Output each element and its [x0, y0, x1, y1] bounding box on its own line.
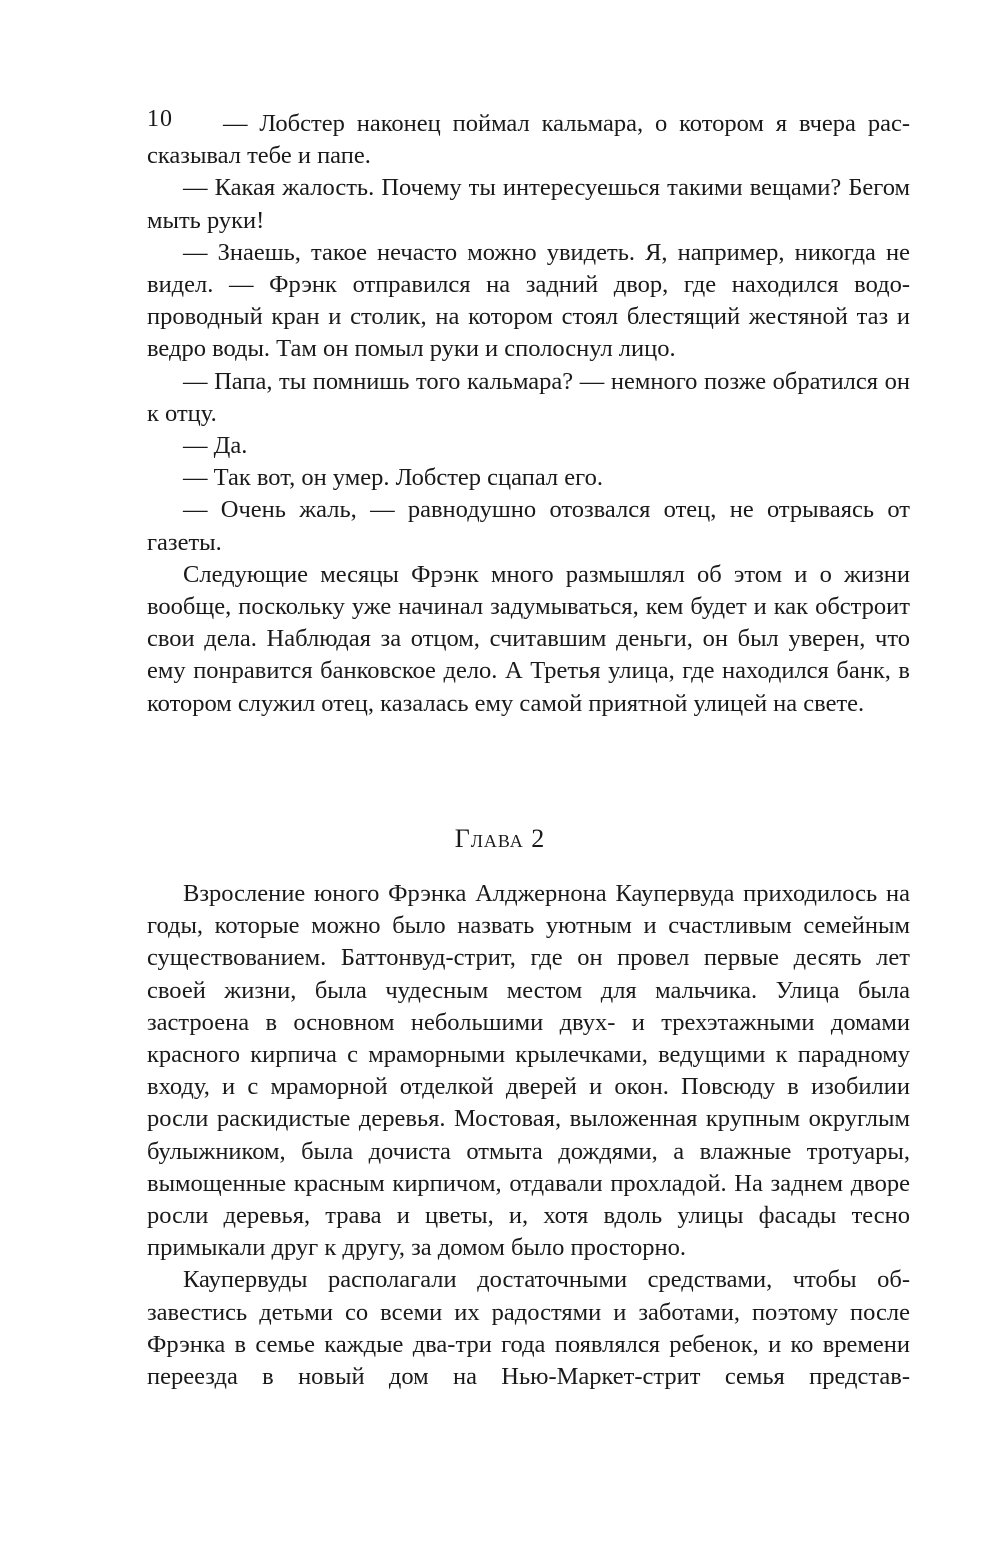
paragraph: — Так вот, он умер. Лобстер сцапал его. [183, 464, 603, 492]
paragraph: — Знаешь, такое нечасто можно увидеть. Я, например, никогда не видел. — Фрэнк отправился на задний двор, где находился водопроводный кран и столик, на котором стоял блестящий жестяной таз и ведро воды. Там он помыл руки и сполоснул лицо. [147, 238, 910, 363]
text-block-bottom [147, 878, 910, 1393]
paragraph: Взросление юного Фрэнка Алджернона Каупервуда приходилось на годы, которые можно было назвать уютным и счастливым семейным существованием. Баттонвуд-стрит, где он провел первые десять лет своей жизни, была чудесным местом для мальчика. Улица была застроена в основном небольшими двух- и трехэтажными домами красного кирпича с мраморными крылечками, ведущими к парадному входу, и с мраморной отделкой дверей и окон. Повсюду в изобилии росли раскидистые деревья. Мостовая, выложенная крупным округлым булыжником, была дочиста отмыта дождями, а влажные тротуары, вымощенные красным кирпичом, отдавали прохладой. На заднем дворе росли деревья, трава и цветы, и, хотя вдоль улицы фасады тесно примыкали друг к другу, за домом было просторно. [147, 880, 910, 1262]
paragraph: — Очень жаль, — равнодушно отозвался отец, не отрываясь от газеты. [147, 496, 910, 556]
chapter-title: Глава 2 [454, 824, 546, 853]
paragraph: — Какая жалость. Почему ты интересуешься такими вещами? Бегом мыть руки! [147, 174, 910, 234]
paragraph: — Папа, ты помнишь того кальмара? — немного позже обратился он к отцу. [147, 367, 910, 427]
page-number: 10 [147, 106, 173, 132]
paragraph: Следующие месяцы Фрэнк много размышлял об этом и о жизни вообще, поскольку уже начинал задумываться, кем будет и как обстроит свои дела. Наблюдая за отцом, считавшим деньги, он был уверен, что ему понравится банковское дело. А Третья улица, где находился банк, в котором служил отец, казалась ему самой приятной улицей на свете. [147, 560, 910, 717]
paragraph: — Да. [183, 432, 248, 460]
paragraph: Каупервуды располагали достаточными средствами, чтобы обзавестись детьми со всеми их радостями и заботами, поэтому после Фрэнка в семье каждые два-три года появлялся ребенок, и ко времени переезда в новый дом на Нью-Маркет-стрит семья представ- [147, 1266, 910, 1391]
paragraph: — Лобстер наконец поймал кальмара, о котором я вчера рассказывал тебе и папе. [147, 110, 910, 170]
text-block-top [147, 108, 910, 720]
